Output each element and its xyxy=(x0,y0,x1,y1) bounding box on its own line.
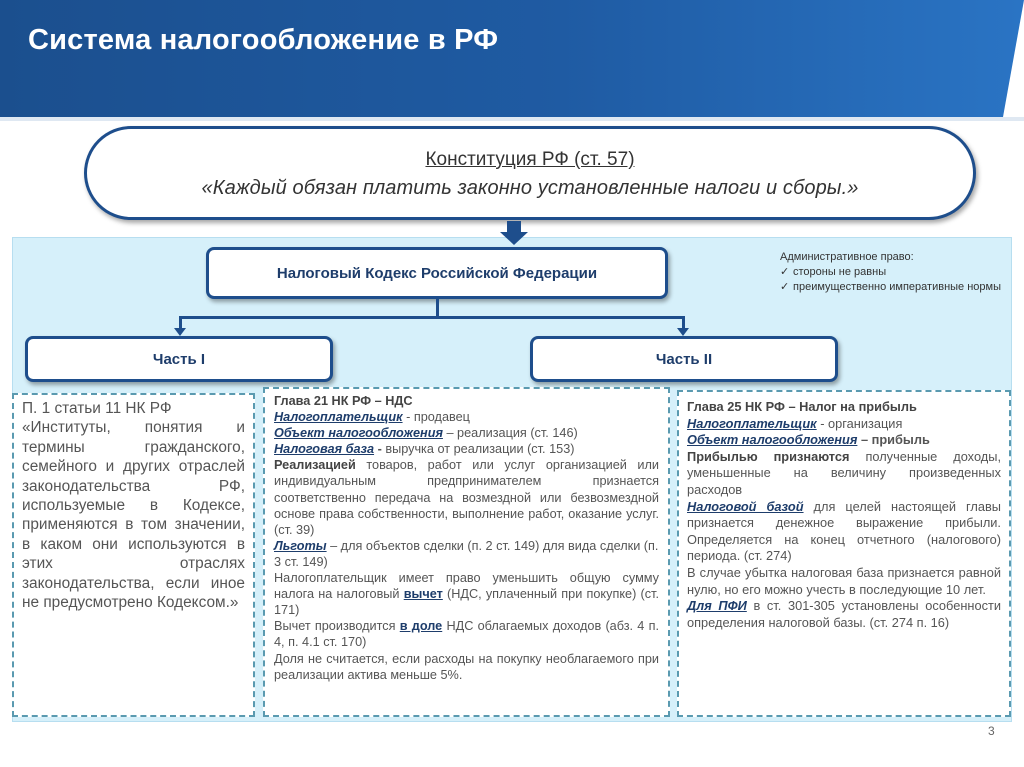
vat-benefits: Льготы – для объектов сделки (п. 2 ст. 149) для вида сделки (п. 3 ст. 149) xyxy=(274,538,659,569)
part-2-label: Часть II xyxy=(655,350,713,368)
connector-line xyxy=(179,316,685,319)
profit-object: Объект налогообложения – прибыль xyxy=(687,432,930,448)
article-11-heading: П. 1 статьи 11 НК РФ xyxy=(22,400,172,417)
vat-payer: Налогоплательщик - продавец xyxy=(274,410,470,425)
admin-law-title: Административное право: xyxy=(780,251,914,263)
list-item: ✓ стороны не равны xyxy=(780,266,887,278)
article-11-panel xyxy=(12,393,255,717)
constitution-quote: «Каждый обязан платить законно установленные налоги и сборы.» xyxy=(201,177,859,199)
constitution-box xyxy=(84,126,976,220)
profit-loss: В случае убытка налоговая база признается равной нулю, но его можно учесть в последующие 10 лет. xyxy=(687,564,1001,597)
profit-definition: Прибылью признаются полученные доходы, уменьшенные на величину произведенных расходов xyxy=(687,448,1001,497)
part-2-box xyxy=(530,336,838,382)
check-icon: ✓ xyxy=(780,266,790,278)
vat-chapter-panel xyxy=(263,387,670,717)
part-1-label: Часть I xyxy=(152,350,206,368)
profit-payer: Налогоплательщик - организация xyxy=(687,415,903,431)
profit-pfi: Для ПФИ в ст. 301-305 установлены особенности определения налоговой базы. (ст. 274 п. 16) xyxy=(687,598,1001,630)
vat-sale-definition: Реализацией товаров, работ или услуг организацией или индивидуальным предпринимателем признается соответственно передача на возмездной или безвозмездной основе права собственности, выполнение работ, оказание услуг. (ст. 39) xyxy=(274,458,659,537)
constitution-title: Конституция РФ (ст. 57) xyxy=(425,149,635,170)
vat-share: Вычет производится в доле НДС облагаемых доходов (абз. 4 п. 4, п. 4.1 ст. 170) xyxy=(274,619,659,650)
arrow-down-icon xyxy=(677,328,689,336)
vat-base: Налоговая база - выручка от реализации (ст. 153) xyxy=(274,442,575,457)
down-arrow-icon xyxy=(500,232,528,245)
list-item: ✓ преимущественно императивные нормы xyxy=(780,281,1002,293)
tax-code-box xyxy=(206,247,668,299)
page-title: Система налогообложение в РФ xyxy=(28,24,499,56)
vat-object: Объект налогообложения – реализация (ст. 146) xyxy=(274,426,578,441)
vat-deduction: Налогоплательщик имеет право уменьшить общую сумму налога на налоговый вычет (НДС, уплаченный при покупке) (ст. 171) xyxy=(274,571,659,618)
profit-base: Налоговой базой для целей настоящей главы признается денежное выражение прибыли. Определяется на конец отчетного (налогового) периода. (ст. 274) xyxy=(687,498,1001,564)
article-11-text: «Институты, понятия и термины гражданского, семейного и других отраслей законодательства РФ, используемые в Кодексе, применяются в том значении, в каком они используются в этих отраслях законодательства, если иное не предусмотрено Кодексом.» xyxy=(22,419,245,612)
tax-code-label: Налоговый Кодекс Российской Федерации xyxy=(276,264,598,282)
connector-line xyxy=(436,299,439,317)
page-number: 3 xyxy=(988,724,995,738)
profit-tax-panel xyxy=(677,390,1011,717)
part-1-box xyxy=(25,336,333,382)
arrow-down-icon xyxy=(174,328,186,336)
profit-heading: Глава 25 НК РФ – Налог на прибыль xyxy=(687,399,917,414)
header-bar xyxy=(0,0,1024,117)
check-icon: ✓ xyxy=(780,281,790,293)
header-divider xyxy=(0,117,1024,121)
vat-heading: Глава 21 НК РФ – НДС xyxy=(274,394,413,408)
admin-law-list xyxy=(780,265,1005,295)
vat-share-note: Доля не считается, если расходы на покупку необлагаемого при реализации актива меньше 5%. xyxy=(274,651,659,682)
admin-law-note xyxy=(780,250,1005,295)
